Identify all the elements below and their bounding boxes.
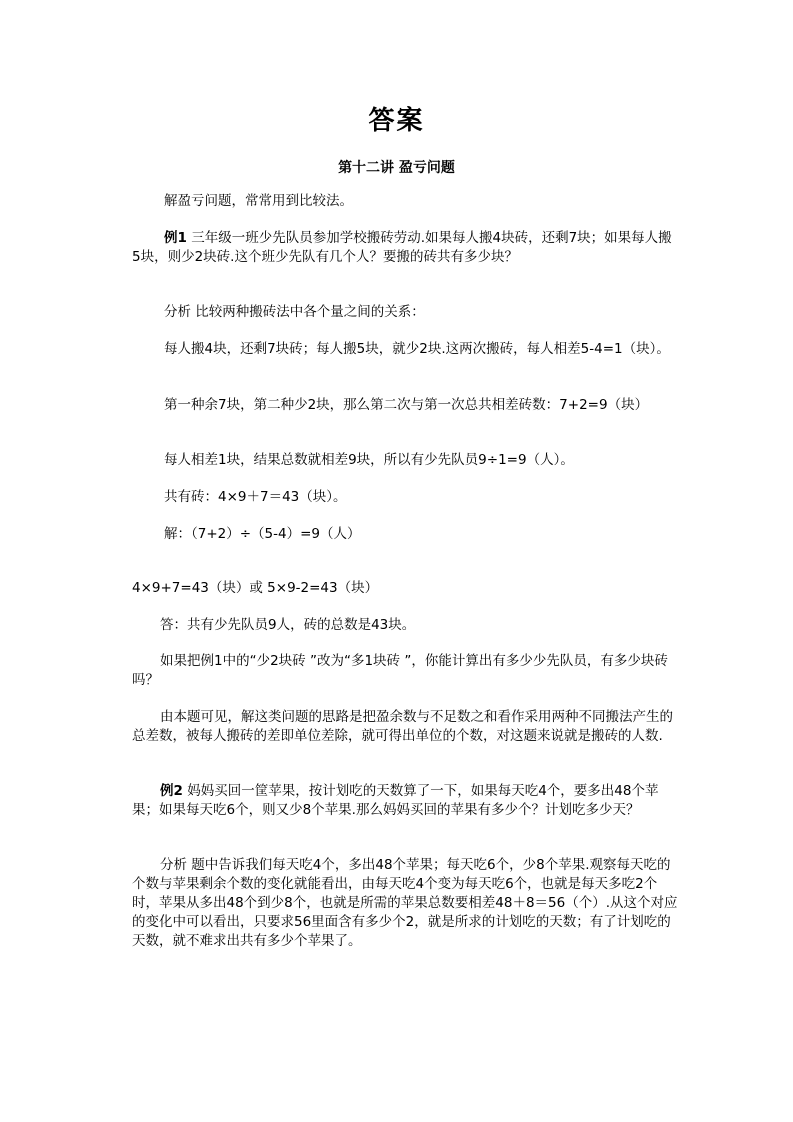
solution-paragraph: 解：（7+2）÷（5-4）=9（人） — [164, 526, 361, 542]
question-paragraph: 如果把例1中的“少2块砖 ”改为“多1块砖 ”，你能计算出有多少少先队员，有多少块砖吗？ — [132, 653, 668, 688]
example1-label: 例1 — [164, 230, 187, 246]
analysis2-paragraph: 分析 题中告诉我们每天吃4个，多出48个苹果；每天吃6个，少8个苹果.观察每天吃的个数与苹果剩余个数的变化就能看出，由每天吃4个变为每天吃6个，也就是每天多吃2个时，苹果从多出48个到少8个，也就是所需的苹果总数要相差48＋8＝56（个）.从这个对应的变化中可以看出，只要求56里面含有多少个2，就是所求的计划吃的天数；有了计划吃的天数，就不难求出共有多少个苹果了。 — [132, 857, 678, 949]
calculation-paragraph: 4×9+7=43（块）或 5×9-2=43（块） — [132, 580, 379, 596]
example2-text: 妈妈买回一筐苹果，按计划吃的天数算了一下，如果每天吃4个，要多出48个苹果；如果每天吃6个，则又少8个苹果.那么妈妈买回的苹果有多少个？计划吃多少天？ — [132, 783, 659, 818]
step4-paragraph: 共有砖：4×9＋7＝43（块）。 — [164, 489, 347, 505]
example1-text: 三年级一班少先队员参加学校搬砖劳动.如果每人搬4块砖，还剩7块；如果每人搬5块，则少2块砖.这个班少先队有几个人？要搬的砖共有多少块？ — [132, 230, 672, 265]
step2-paragraph: 第一种余7块，第二种少2块，那么第二次与第一次总共相差砖数：7+2=9（块） — [164, 397, 649, 413]
intro-paragraph: 解盈亏问题，常常用到比较法。 — [164, 193, 353, 209]
example2-paragraph — [132, 782, 680, 820]
step1-paragraph: 每人搬4块，还剩7块砖；每人搬5块，就少2块.这两次搬砖，每人相差5-4=1（块）。 — [164, 341, 670, 357]
lecture-title: 第十二讲 盈亏问题 — [338, 160, 455, 176]
analysis1-paragraph: 分析 比较两种搬砖法中各个量之间的关系： — [164, 304, 425, 320]
answer-paragraph: 答：共有少先队员9人，砖的总数是43块。 — [160, 617, 416, 633]
example1-paragraph — [132, 229, 680, 267]
step3-paragraph: 每人相差1块，结果总数就相差9块，所以有少先队员9÷1=9（人）。 — [164, 452, 574, 468]
page-title: 答案 — [368, 106, 425, 136]
example2-label: 例2 — [160, 783, 183, 799]
method-paragraph: 由本题可见，解这类问题的思路是把盈余数与不足数之和看作采用两种不同搬法产生的总差数，被每人搬砖的差即单位差除，就可得出单位的个数，对这题来说就是搬砖的人数. — [132, 709, 673, 744]
